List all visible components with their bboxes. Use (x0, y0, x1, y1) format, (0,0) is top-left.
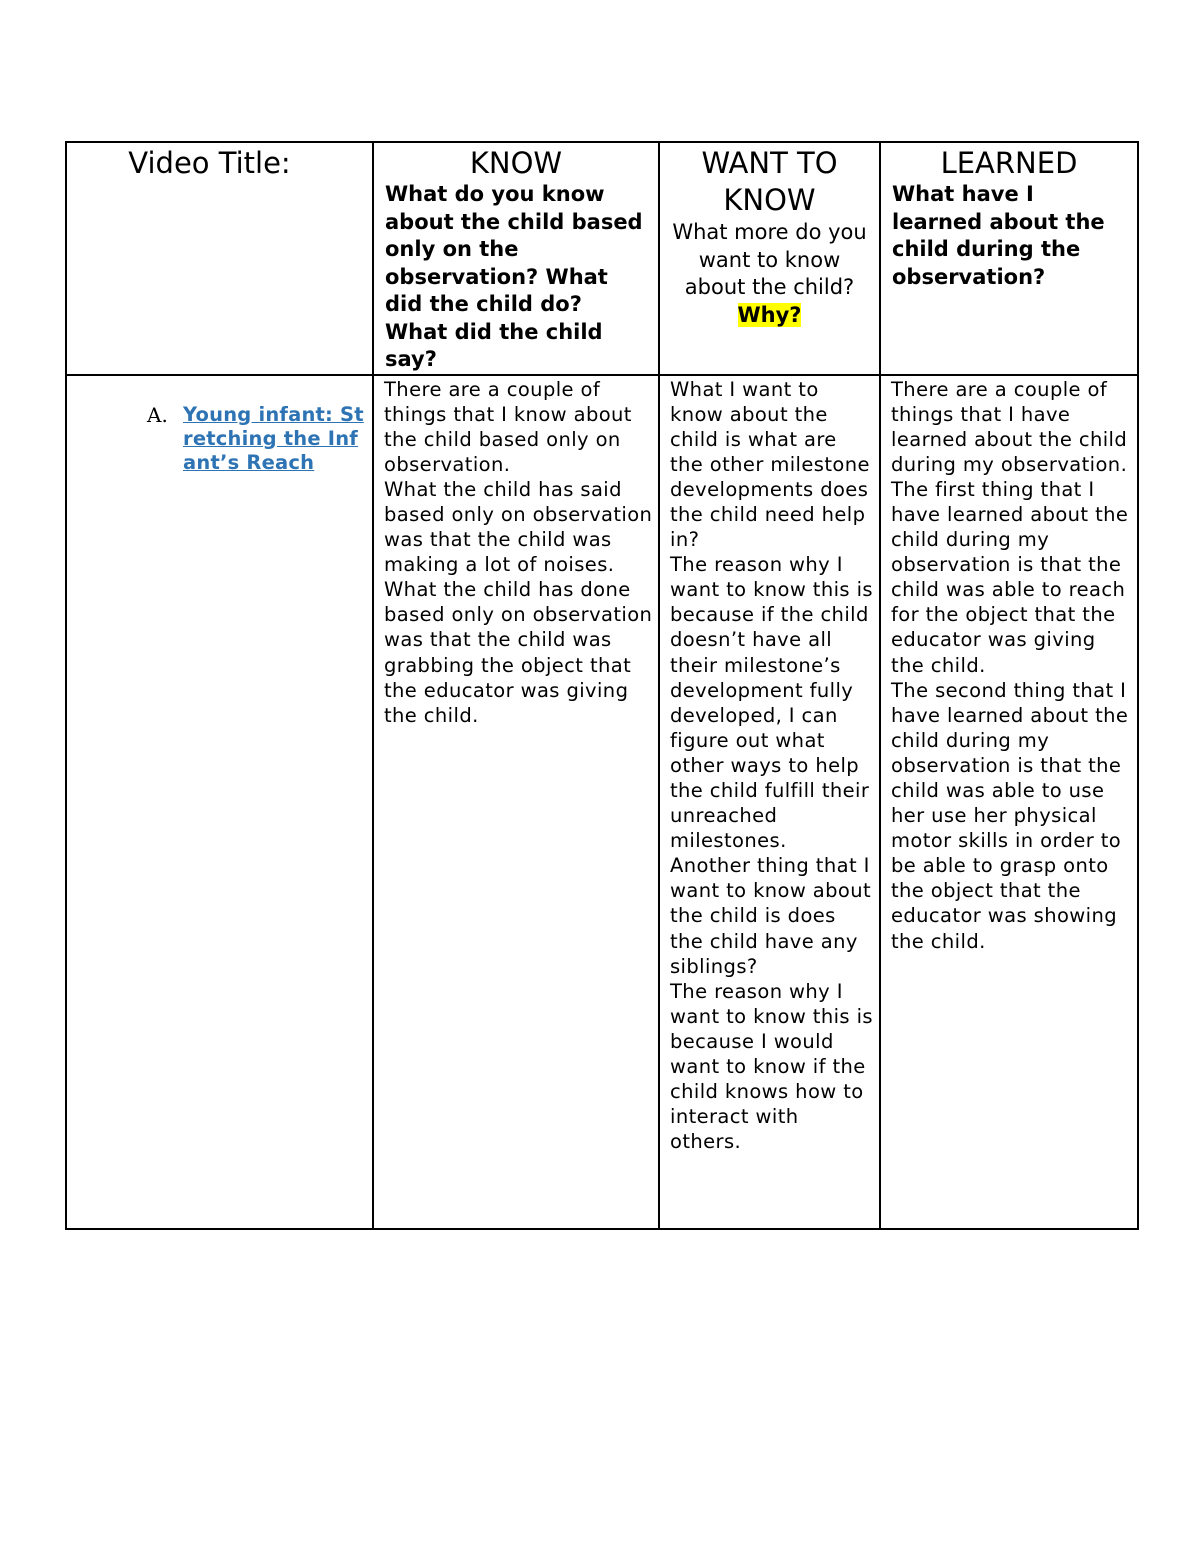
video-title-label: Video Title: (128, 146, 291, 180)
learned-question: What have I learned about the child during the observation? (892, 182, 1105, 289)
want-paragraph: Another thing that I want to know about the child is does the child have any siblings? (670, 854, 872, 978)
learned-paragraph: The second thing that I have learned about the child during my observation is that the child was able to use her use her physical motor skills in order to be able to grasp onto the object that the educator was showing the child. (891, 678, 1129, 953)
learned-cell (880, 375, 1138, 1229)
learned-header-cell (880, 142, 1138, 375)
know-text (374, 376, 658, 728)
know-title: KNOW (469, 146, 563, 180)
know-question: What do you know about the child based only on the observation? What did the child do? What did the child say? (385, 182, 643, 371)
know-cell (373, 375, 659, 1229)
know-paragraph: There are a couple of things that I know about the child based only on observation. (384, 377, 632, 476)
want-cell (659, 375, 880, 1229)
want-paragraph: The reason why I want to know this is because I would want to know if the child knows how to interact with others. (670, 979, 873, 1154)
list-marker: A. (147, 402, 168, 427)
know-header-cell (373, 142, 659, 375)
video-title-header-cell (66, 142, 373, 375)
want-title: WANT TO KNOW (701, 146, 838, 217)
want-text (660, 376, 879, 1155)
learned-paragraph: There are a couple of things that I have learned about the child during my observation. (891, 377, 1128, 476)
header-row (66, 142, 1138, 375)
want-question-block (660, 219, 879, 329)
want-paragraph: The reason why I want to know this is because if the child doesn’t have all their milestone’s development fully developed, I can figure out what other ways to help the child fulfill their unreached milestones. (670, 553, 873, 853)
learned-title: LEARNED (940, 146, 1078, 180)
video-link[interactable]: Young infant: Stretching the Infant’s Reach (183, 402, 364, 475)
learned-paragraph: The first thing that I have learned about the child during my observation is that the child was able to reach for the object that the educator was giving the child. (891, 477, 1129, 677)
video-list-item (67, 403, 372, 476)
video-cell (66, 375, 373, 1229)
know-paragraph: What the child has done based only on observation was that the child was grabbing the object that the educator was giving the child. (384, 578, 653, 727)
know-paragraph: What the child has said based only on observation was that the child was making a lot of noises. (384, 477, 653, 577)
learned-text (881, 376, 1137, 954)
kwl-table (65, 141, 1139, 1230)
want-paragraph: What I want to know about the child is what are the other milestone developments does the child need help in? (670, 377, 870, 552)
content-row (66, 375, 1138, 1229)
why-highlight: Why? (737, 302, 802, 327)
want-header-cell (659, 142, 880, 375)
want-question: What more do you want to know about the child? (672, 220, 867, 299)
